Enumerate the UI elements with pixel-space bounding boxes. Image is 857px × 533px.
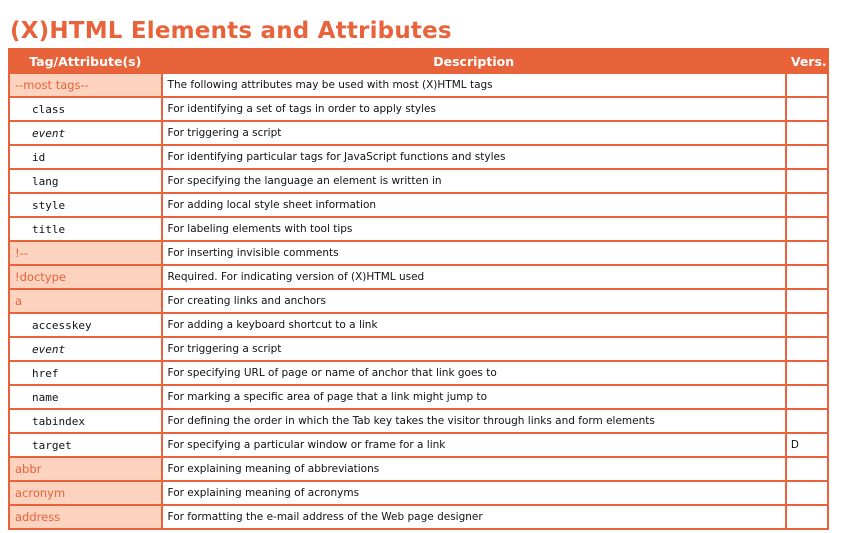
description-cell: Required. For indicating version of (X)HTML used bbox=[163, 266, 785, 288]
attribute-row bbox=[10, 122, 827, 144]
version-cell bbox=[787, 314, 827, 336]
version-cell bbox=[787, 146, 827, 168]
version-cell bbox=[787, 98, 827, 120]
version-cell bbox=[787, 458, 827, 480]
attribute-row bbox=[10, 386, 827, 408]
version-cell bbox=[787, 218, 827, 240]
tag-name: abbr bbox=[10, 458, 161, 480]
attribute-row bbox=[10, 410, 827, 432]
tag-row bbox=[10, 266, 827, 288]
tag-name: address bbox=[10, 506, 161, 528]
version-cell bbox=[787, 290, 827, 312]
description-cell: For formatting the e-mail address of the Web page designer bbox=[163, 506, 785, 528]
version-cell bbox=[787, 410, 827, 432]
version-cell bbox=[787, 74, 827, 96]
attribute-name: lang bbox=[10, 170, 161, 192]
version-cell bbox=[787, 338, 827, 360]
attribute-name: id bbox=[10, 146, 161, 168]
attribute-row bbox=[10, 170, 827, 192]
column-header-tag: Tag/Attribute(s) bbox=[10, 50, 161, 72]
tag-row bbox=[10, 74, 827, 96]
page-title: (X)HTML Elements and Attributes bbox=[10, 18, 452, 44]
attribute-row bbox=[10, 434, 827, 456]
attribute-name: class bbox=[10, 98, 161, 120]
attribute-row bbox=[10, 98, 827, 120]
version-cell bbox=[787, 506, 827, 528]
header-row bbox=[10, 50, 827, 72]
attribute-name: event bbox=[10, 122, 161, 144]
attribute-row bbox=[10, 218, 827, 240]
description-cell: For identifying particular tags for JavaScript functions and styles bbox=[163, 146, 785, 168]
version-cell bbox=[787, 122, 827, 144]
description-cell: For identifying a set of tags in order to apply styles bbox=[163, 98, 785, 120]
description-cell: For defining the order in which the Tab key takes the visitor through links and form elements bbox=[163, 410, 785, 432]
attribute-row bbox=[10, 338, 827, 360]
tag-row bbox=[10, 242, 827, 264]
tag-name: a bbox=[10, 290, 161, 312]
attribute-row bbox=[10, 314, 827, 336]
version-cell bbox=[787, 362, 827, 384]
description-cell: The following attributes may be used with most (X)HTML tags bbox=[163, 74, 785, 96]
attribute-name: target bbox=[10, 434, 161, 456]
attribute-row bbox=[10, 146, 827, 168]
version-cell bbox=[787, 482, 827, 504]
column-header-version: Vers. bbox=[787, 50, 827, 72]
description-cell: For marking a specific area of page that a link might jump to bbox=[163, 386, 785, 408]
attribute-name: tabindex bbox=[10, 410, 161, 432]
version-cell: D bbox=[787, 434, 827, 456]
attribute-row bbox=[10, 194, 827, 216]
reference-table bbox=[8, 48, 829, 530]
description-cell: For creating links and anchors bbox=[163, 290, 785, 312]
attribute-row bbox=[10, 362, 827, 384]
attribute-name: style bbox=[10, 194, 161, 216]
attribute-name: accesskey bbox=[10, 314, 161, 336]
description-cell: For specifying URL of page or name of anchor that link goes to bbox=[163, 362, 785, 384]
version-cell bbox=[787, 266, 827, 288]
description-cell: For specifying a particular window or frame for a link bbox=[163, 434, 785, 456]
attribute-name: title bbox=[10, 218, 161, 240]
version-cell bbox=[787, 242, 827, 264]
description-cell: For triggering a script bbox=[163, 122, 785, 144]
table-body bbox=[10, 74, 827, 528]
description-cell: For specifying the language an element is written in bbox=[163, 170, 785, 192]
description-cell: For explaining meaning of acronyms bbox=[163, 482, 785, 504]
attribute-name: href bbox=[10, 362, 161, 384]
version-cell bbox=[787, 170, 827, 192]
tag-row bbox=[10, 458, 827, 480]
description-cell: For adding a keyboard shortcut to a link bbox=[163, 314, 785, 336]
description-cell: For inserting invisible comments bbox=[163, 242, 785, 264]
tag-row bbox=[10, 506, 827, 528]
attribute-name: name bbox=[10, 386, 161, 408]
version-cell bbox=[787, 386, 827, 408]
tag-name: acronym bbox=[10, 482, 161, 504]
tag-row bbox=[10, 482, 827, 504]
description-cell: For triggering a script bbox=[163, 338, 785, 360]
tag-name: --most tags-- bbox=[10, 74, 161, 96]
tag-name: !doctype bbox=[10, 266, 161, 288]
column-header-description: Description bbox=[163, 50, 785, 72]
description-cell: For labeling elements with tool tips bbox=[163, 218, 785, 240]
table-header bbox=[10, 50, 827, 72]
tag-row bbox=[10, 290, 827, 312]
attribute-name: event bbox=[10, 338, 161, 360]
description-cell: For explaining meaning of abbreviations bbox=[163, 458, 785, 480]
version-cell bbox=[787, 194, 827, 216]
description-cell: For adding local style sheet information bbox=[163, 194, 785, 216]
tag-name: !-- bbox=[10, 242, 161, 264]
